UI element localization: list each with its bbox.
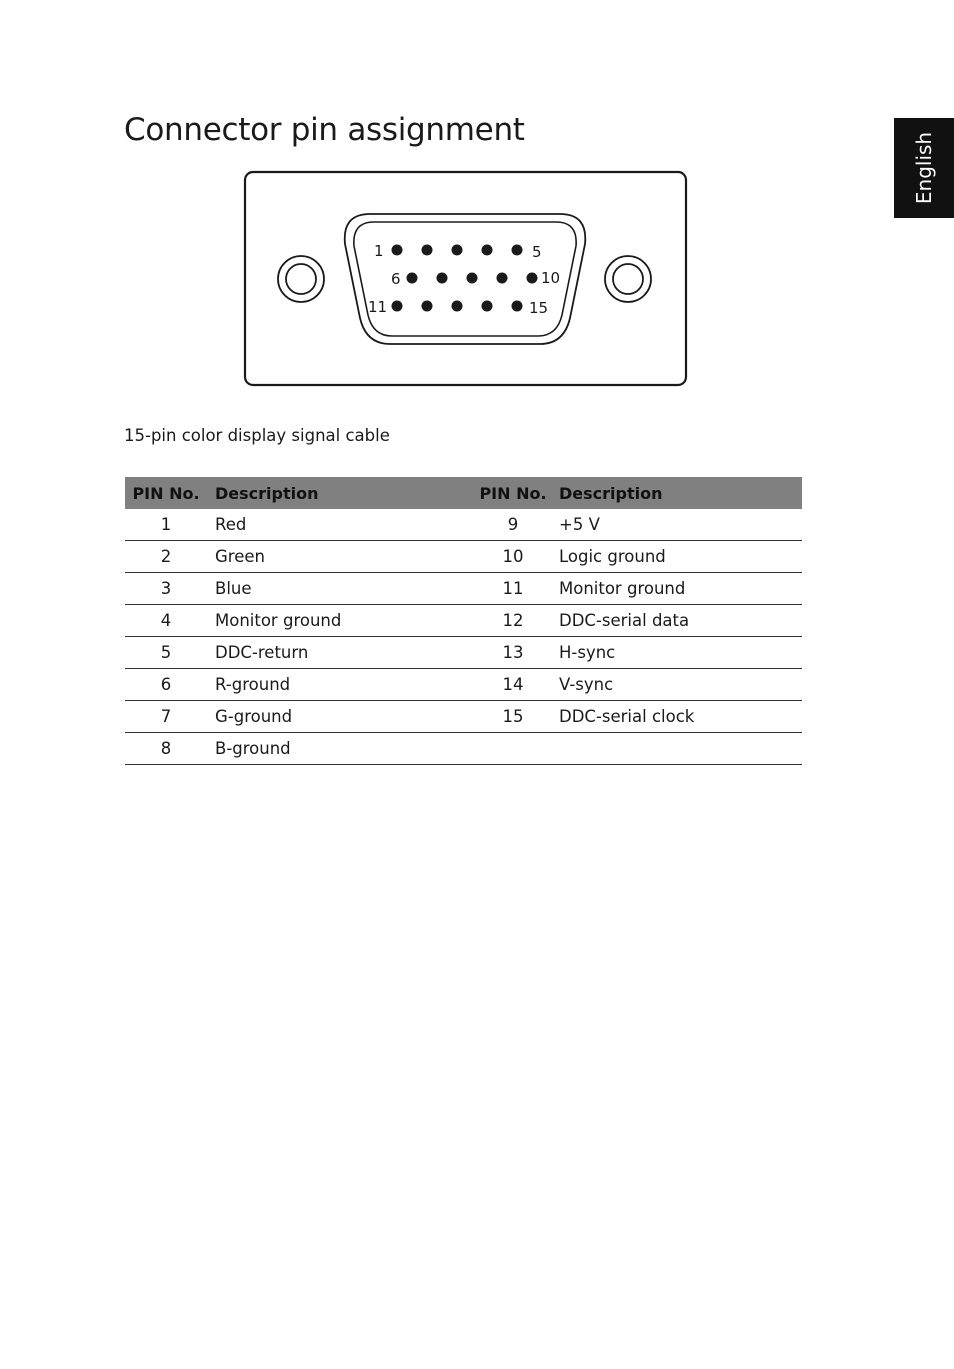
pin-dot-11: [392, 301, 403, 312]
pin-number: 15: [471, 701, 555, 733]
pin-dot-6: [407, 273, 418, 284]
figure-caption: 15-pin color display signal cable: [124, 426, 390, 445]
pin-description: +5 V: [555, 509, 802, 541]
pin-label-6: 6: [391, 270, 401, 288]
pin-description: [555, 733, 802, 765]
pin-number: 6: [125, 669, 207, 701]
pin-description: DDC-return: [207, 637, 471, 669]
table-row: [125, 509, 802, 541]
pin-number: 7: [125, 701, 207, 733]
pin-dot-3: [452, 245, 463, 256]
table-row: [125, 669, 802, 701]
pin-label-10: 10: [541, 269, 561, 287]
left-screw-icon: [278, 256, 324, 302]
pin-dot-10: [527, 273, 538, 284]
pin-dot-4: [482, 245, 493, 256]
table-row: [125, 637, 802, 669]
pin-description: Monitor ground: [555, 573, 802, 605]
pin-description: Blue: [207, 573, 471, 605]
pin-description: Red: [207, 509, 471, 541]
language-tab-label: English: [912, 131, 936, 205]
pin-description: B-ground: [207, 733, 471, 765]
pin-assignment-table: [125, 477, 802, 765]
pin-dot-13: [452, 301, 463, 312]
header-description: Description: [555, 477, 802, 509]
pin-label-1: 1: [374, 242, 384, 260]
pin-dot-2: [422, 245, 433, 256]
pin-label-15: 15: [529, 299, 549, 317]
pin-number: 8: [125, 733, 207, 765]
pin-dot-12: [422, 301, 433, 312]
pin-description: DDC-serial clock: [555, 701, 802, 733]
table-row: [125, 701, 802, 733]
table-row: [125, 573, 802, 605]
pin-number: 14: [471, 669, 555, 701]
pin-description: Monitor ground: [207, 605, 471, 637]
pin-number: 1: [125, 509, 207, 541]
pin-description: H-sync: [555, 637, 802, 669]
pin-dot-15: [512, 301, 523, 312]
pin-number: 13: [471, 637, 555, 669]
pin-number: 11: [471, 573, 555, 605]
pin-dot-5: [512, 245, 523, 256]
pin-dot-1: [392, 245, 403, 256]
right-screw-icon: [605, 256, 651, 302]
pin-number: [471, 733, 555, 765]
header-pin-no: PIN No.: [125, 477, 207, 509]
header-pin-no: PIN No.: [471, 477, 555, 509]
pin-number: 2: [125, 541, 207, 573]
table-row: [125, 541, 802, 573]
vga-connector-diagram: [240, 166, 692, 392]
pin-number: 9: [471, 509, 555, 541]
pin-description: DDC-serial data: [555, 605, 802, 637]
pin-number: 10: [471, 541, 555, 573]
pin-dots: [392, 245, 538, 312]
pin-number: 12: [471, 605, 555, 637]
pin-label-5: 5: [532, 243, 542, 261]
page-title: Connector pin assignment: [124, 112, 525, 148]
pin-description: R-ground: [207, 669, 471, 701]
pin-number: 5: [125, 637, 207, 669]
pin-description: V-sync: [555, 669, 802, 701]
table-header-row: [125, 477, 802, 509]
pin-description: G-ground: [207, 701, 471, 733]
pin-dot-14: [482, 301, 493, 312]
table-row: [125, 733, 802, 765]
table-row: [125, 605, 802, 637]
pin-dot-9: [497, 273, 508, 284]
pin-number: 3: [125, 573, 207, 605]
header-description: Description: [207, 477, 471, 509]
language-tab: [894, 118, 954, 218]
pin-number: 4: [125, 605, 207, 637]
pin-description: Logic ground: [555, 541, 802, 573]
pin-dot-7: [437, 273, 448, 284]
pin-description: Green: [207, 541, 471, 573]
pin-dot-8: [467, 273, 478, 284]
pin-label-11: 11: [368, 298, 388, 316]
connector-plate: [245, 172, 686, 385]
